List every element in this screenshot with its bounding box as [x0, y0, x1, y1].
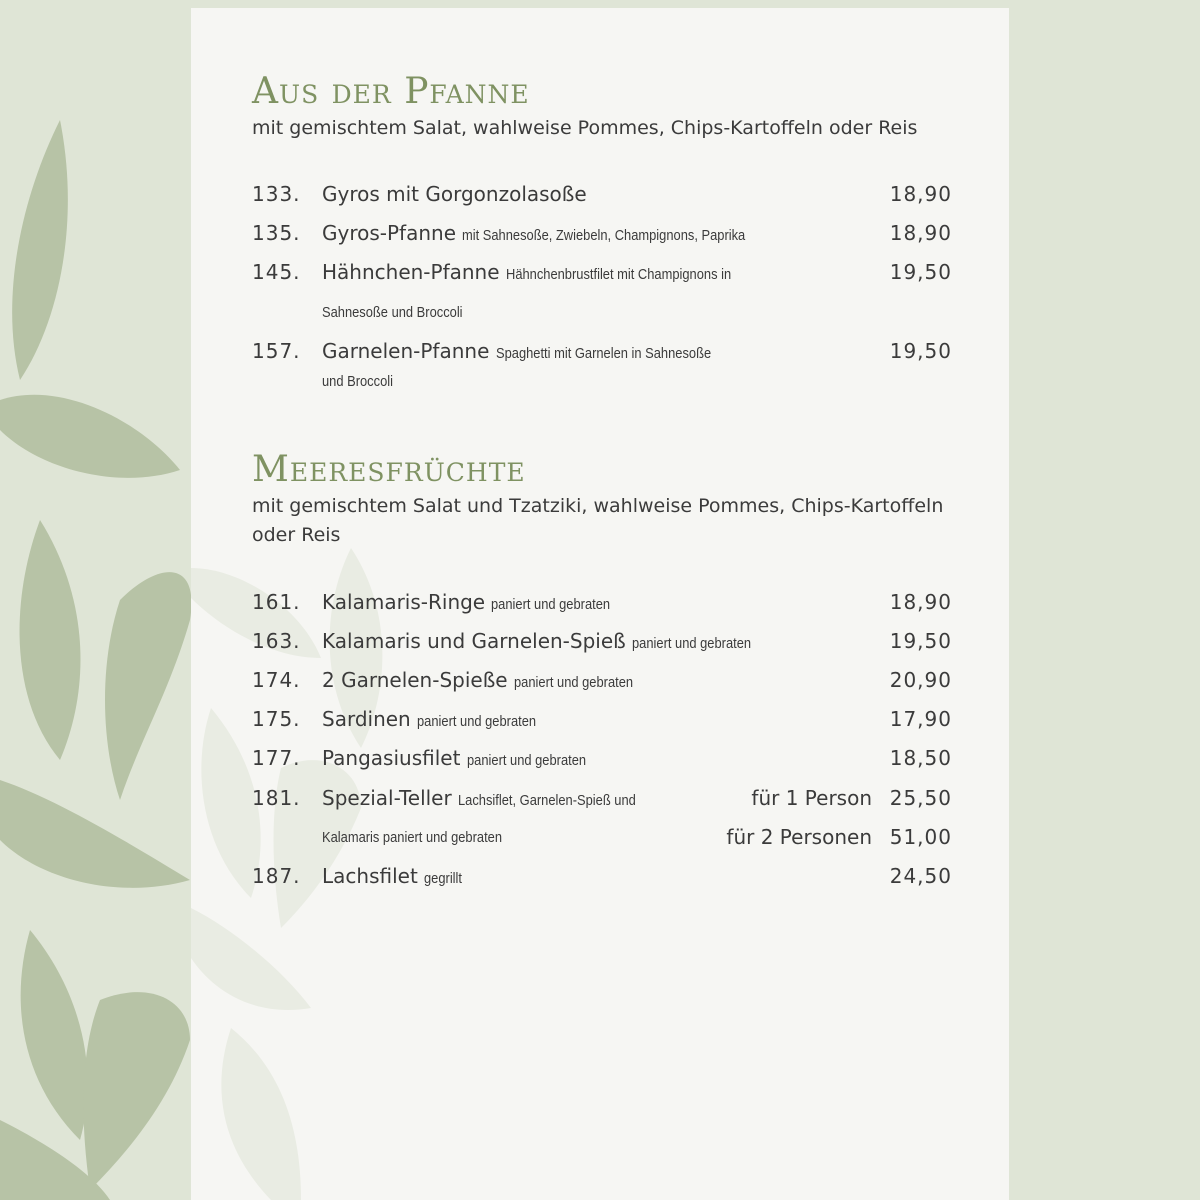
item-number: 187. — [252, 864, 301, 888]
item-name-with-description — [322, 707, 556, 731]
item-name-with-description — [322, 260, 768, 284]
item-portion: für 1 Person — [751, 786, 872, 810]
item-description: mit Sahnesoße, Zwiebeln, Champignons, Paprika — [462, 227, 746, 244]
item-name: Pangasiusfilet — [322, 746, 461, 770]
item-description-continued: Sahnesoße und Broccoli — [322, 304, 463, 321]
menu-item — [252, 746, 952, 776]
item-description: paniert und gebraten — [491, 596, 611, 613]
menu-item-variant — [252, 825, 952, 855]
item-name: Sardinen — [322, 707, 411, 731]
item-name: Gyros-Pfanne — [322, 221, 457, 245]
item-name: Hähnchen-Pfanne — [322, 260, 500, 284]
item-price: 25,50 — [889, 786, 952, 810]
item-description: Spaghetti mit Garnelen in Sahnesoße — [495, 345, 711, 362]
item-description: paniert und gebraten — [466, 752, 586, 769]
item-price: 19,50 — [889, 339, 952, 363]
item-description: Lachsiflet, Garnelen-Spieß und — [458, 792, 636, 809]
item-name: Garnelen-Pfanne — [322, 339, 490, 363]
section-title-meeresfruechte: Meeresfrüchte — [252, 449, 526, 490]
item-price: 18,50 — [889, 746, 952, 770]
menu-item — [252, 864, 952, 894]
menu-item — [252, 260, 952, 290]
item-number: 177. — [252, 746, 301, 770]
item-name-with-description — [322, 629, 771, 653]
item-description: paniert und gebraten — [417, 713, 537, 730]
item-number: 181. — [252, 786, 301, 810]
item-number: 133. — [252, 182, 301, 206]
item-price: 18,90 — [889, 182, 952, 206]
section-title-pfanne: Aus der Pfanne — [252, 71, 530, 112]
item-name: Gyros mit Gorgonzolasoße — [322, 182, 587, 206]
item-name: Lachsfilet — [322, 864, 418, 888]
menu-item — [252, 339, 952, 369]
item-name-with-description — [322, 221, 792, 245]
item-name: Kalamaris und Garnelen-Spieß — [322, 629, 626, 653]
item-description: paniert und gebraten — [513, 674, 634, 691]
menu-item — [252, 221, 952, 251]
item-price: 20,90 — [889, 668, 952, 692]
item-price: 18,90 — [889, 590, 952, 614]
item-name: 2 Garnelen-Spieße — [322, 668, 508, 692]
item-description: paniert und gebraten — [632, 635, 752, 652]
item-price: 18,90 — [889, 221, 952, 245]
item-number: 157. — [252, 339, 301, 363]
item-price: 24,50 — [889, 864, 952, 888]
item-number: 145. — [252, 260, 301, 284]
menu-item — [252, 590, 952, 620]
item-price: 51,00 — [889, 825, 952, 849]
item-price: 19,50 — [889, 260, 952, 284]
item-number: 174. — [252, 668, 301, 692]
item-price: 19,50 — [889, 629, 952, 653]
menu-item — [252, 707, 952, 737]
item-name-with-description — [322, 864, 468, 888]
item-name-with-description — [322, 668, 652, 692]
item-name: Kalamaris-Ringe — [322, 590, 486, 614]
item-number: 135. — [252, 221, 301, 245]
item-name-with-description — [322, 339, 746, 363]
item-number: 161. — [252, 590, 301, 614]
item-price: 17,90 — [889, 707, 952, 731]
menu-item — [252, 629, 952, 659]
item-name: Spezial-Teller — [322, 786, 452, 810]
item-number: 175. — [252, 707, 301, 731]
menu-item — [252, 786, 952, 816]
item-number: 163. — [252, 629, 301, 653]
item-name-with-description — [322, 590, 630, 614]
item-description: gegrillt — [424, 870, 463, 887]
section-subtitle-pfanne: mit gemischtem Salat, wahlweise Pommes, Chips-Kartoffeln oder Reis — [252, 117, 918, 139]
item-description-continued: und Broccoli — [322, 373, 393, 390]
item-description-continued: Kalamaris paniert und gebraten — [322, 829, 502, 846]
section-subtitle-meeresfruechte: mit gemischtem Salat und Tzatziki, wahlweise Pommes, Chips-Kartoffeln oder Reis — [252, 495, 944, 546]
menu-item — [252, 182, 952, 212]
item-description: Hähnchenbrustfilet mit Champignons in — [505, 266, 732, 283]
item-name-with-description — [322, 746, 605, 770]
menu-item — [252, 668, 952, 698]
item-portion: für 2 Personen — [726, 825, 872, 849]
item-name-with-description — [322, 786, 665, 810]
